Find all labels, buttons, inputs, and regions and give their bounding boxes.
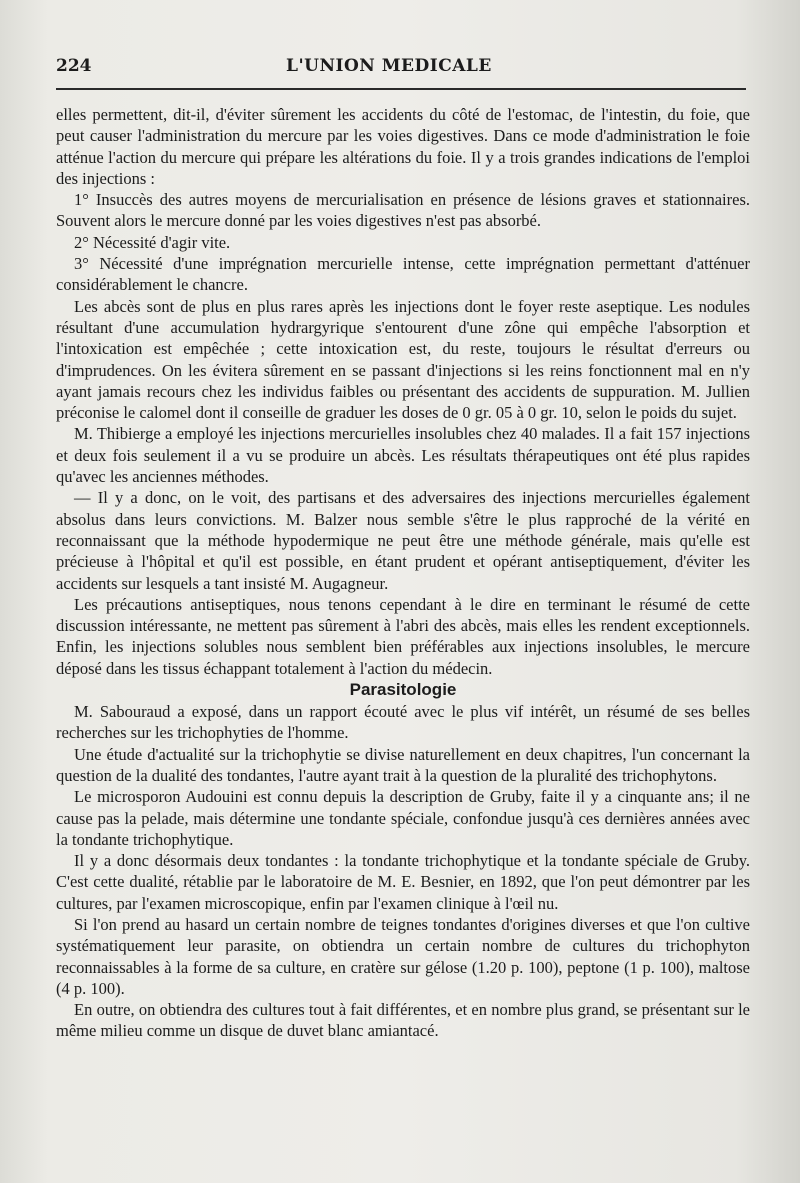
paragraph-en-outre: En outre, on obtiendra des cultures tout à fait différentes, et en nombre plus grand, se présentant sur le même milieu comme un disque de duvet blanc amiantacé. [56,1000,750,1041]
page-number: 224 [56,56,92,76]
section-heading-parasitologie: Parasitologie [349,680,457,700]
paragraph-balzer: — Il y a donc, on le voit, des partisans et des adversaires des injections mercurielles également absolus dans leurs convictions. M. Balzer nous semble s'être le plus rapproché de la vérité en reconnaissant que la méthode hypodermique ne peut être une méthode générale, mais qu'elle est précieuse à l'hôpital et qu'il est possible, en étant prudent et opérant antiseptiquement, d'éviter les accidents sur lesquels a tant insisté M. Augagneur. [56,488,750,593]
paragraph-cultures: Si l'on prend au hasard un certain nombre de teignes tondantes d'origines diverses et que l'on cultive systématiquement leur parasite, on obtiendra un certain nombre de cultures du trichophyton reconnaissables à la forme de sa culture, en cratère sur gélose (1.20 p. 100), peptone (1 p. 100), maltose (4 p. 100). [56,914,750,998]
paragraph-indication-3: 3° Nécessité d'une imprégnation mercurielle intense, cette imprégnation permettant d'atténuer considérablement le chancre. [56,254,750,295]
header-rule [56,88,746,90]
paragraph-precautions: Les précautions antiseptiques, nous tenons cependant à le dire en terminant le résumé de cette discussion intéressante, ne mettent pas sûrement à l'abri des abcès, mais elles les rendent exceptionnels. Enfin, les injections solubles nous semblent bien préférables aux injections insolubles, le mercure déposé dans les tissus échappant totalement à l'action du médecin. [56,594,750,678]
paragraph-indication-1: 1° Insuccès des autres moyens de mercurialisation en présence de lésions graves et stationnaires. Souvent alors le mercure donné par les voies digestives n'est pas absorbé. [56,190,750,231]
paragraph-microsporon: Le microsporon Audouini est connu depuis la description de Gruby, faite il y a cinquante ans; il ne cause pas la pelade, mais détermine une tondante spéciale, confondue jusqu'à ces dernières années avec la tondante trichophytique. [56,787,750,849]
paragraph-trichophytie: Une étude d'actualité sur la trichophytie se divise naturellement en deux chapitres, l'un concernant la question de la dualité des tondantes, l'autre ayant trait à la question de la pluralité des trichophytons. [56,744,750,785]
paragraph-indication-2: 2° Nécessité d'agir vite. [74,232,231,252]
paragraph-abces: Les abcès sont de plus en plus rares après les injections dont le foyer reste aseptique. Les nodules résultant d'une accumulation hydrargyrique s'entourent d'une zône qui empêche l'absorption et l'intoxication est empêchée ; cette intoxication est, du reste, toujours le résultat d'erreurs ou d'imprudences. On les évitera sûrement en se passant d'injections si les reins fonctionnent mal en n'y ayant jamais recours chez les individus faibles ou présentant des accidents de suppuration. M. Jullien préconise le calomel dont il conseille de graduer les doses de 0 gr. 05 à 0 gr. 10, selon le poids du sujet. [56,296,750,423]
body-text [56,104,750,1042]
paragraph-thibierge: M. Thibierge a employé les injections mercurielles insolubles chez 40 malades. Il a fait 157 injections et deux fois seulement il a vu se produire un abcès. Les résultats thérapeutiques ont été plus rapides qu'avec les anciennes méthodes. [56,424,750,487]
page-header [56,56,746,80]
running-title: L'UNION MEDICALE [286,56,492,76]
paragraph-deux-tondantes: Il y a donc désormais deux tondantes : la tondante trichophytique et la tondante spéciale de Gruby. C'est cette dualité, rétablie par le laboratoire de M. E. Besnier, en 1892, que l'on peut démontrer par les cultures, par l'examen microscopique, enfin par l'examen clinique à l'œil nu. [56,851,750,913]
paragraph-sabouraud: M. Sabouraud a exposé, dans un rapport écouté avec le plus vif intérêt, un résumé de ses belles recherches sur les trichophyties de l'homme. [56,702,750,743]
paragraph-continuation: elles permettent, dit-il, d'éviter sûrement les accidents du côté de l'estomac, de l'intestin, du foie, que peut causer l'administration du mercure par les voies digestives. Dans ce mode d'administration le foie atténue l'action du mercure qui prépare les altérations du foie. Il y a trois grandes indications de l'emploi des injections : [56,105,750,188]
